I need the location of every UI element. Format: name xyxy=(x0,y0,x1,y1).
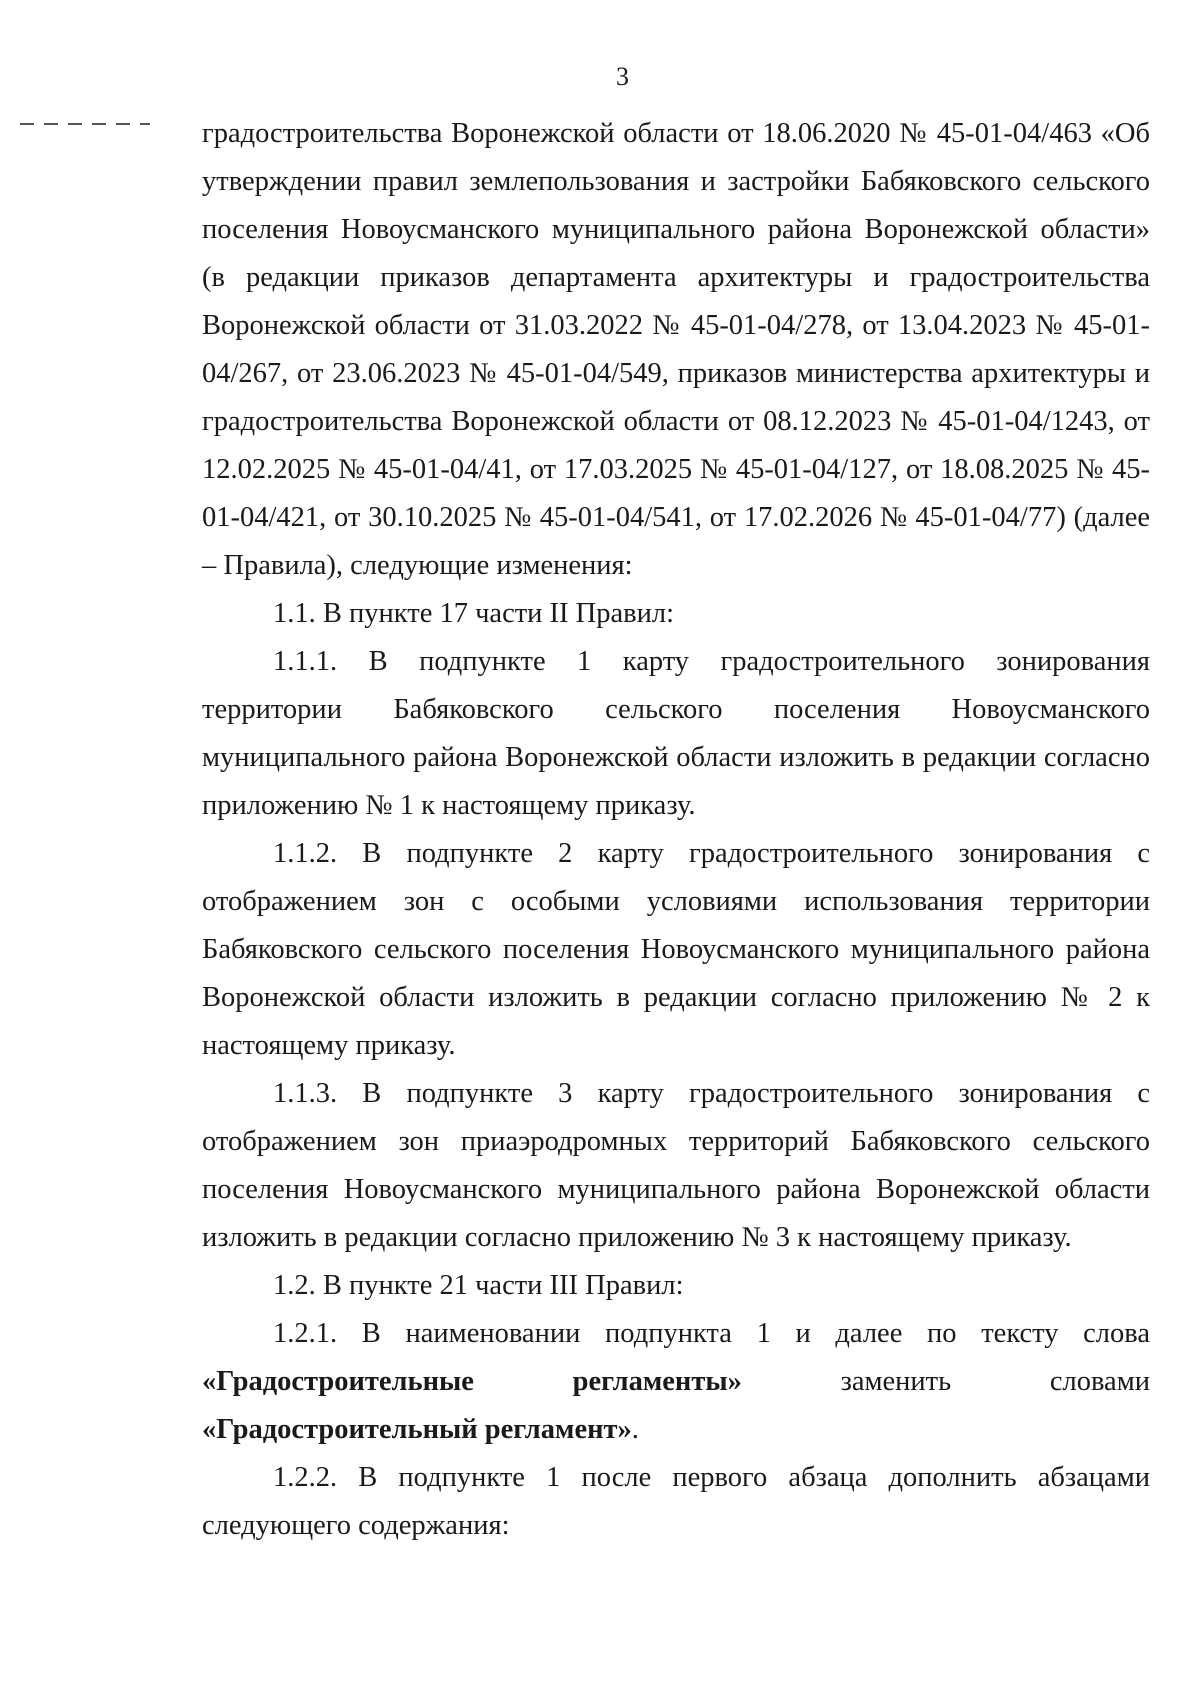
page-number: 3 xyxy=(616,62,629,91)
paragraph-1-2-1-middle: заменить словами xyxy=(741,1366,1150,1397)
paragraph-1-2-1-end: . xyxy=(631,1414,639,1445)
bold-phrase-new: «Градостроительный регламент» xyxy=(202,1414,632,1445)
paragraph-1-2-1 xyxy=(202,1310,1150,1454)
paragraph-1-2-1-lead: 1.2.1. В наименовании подпункта 1 и далее по тексту слова xyxy=(273,1318,1150,1349)
paragraph-1-2-2: 1.2.2. В подпункте 1 после первого абзаца дополнить абзацами следующего содержания: xyxy=(202,1462,1150,1541)
paragraph-1-1: 1.1. В пункте 17 части II Правил: xyxy=(273,598,674,629)
margin-mark xyxy=(20,123,150,125)
paragraph-1-1-3: 1.1.3. В подпункте 3 карту градостроительного зонирования с отображением зон приаэродромных территорий Бабяковского сельского поселения Новоусманского муниципального района Воронежской области изложить в редакции согласно приложению № 3 к настоящему приказу. xyxy=(202,1078,1150,1253)
paragraph-1-1-2: 1.1.2. В подпункте 2 карту градостроительного зонирования с отображением зон с особыми условиями использования территории Бабяковского сельского поселения Новоусманского муниципального района Воронежской области изложить в редакции согласно приложению № 2 к настоящему приказу. xyxy=(202,838,1150,1061)
paragraph-1-2: 1.2. В пункте 21 части III Правил: xyxy=(273,1270,684,1301)
bold-phrase-old: «Градостроительные регламенты» xyxy=(202,1366,742,1397)
paragraph-1-1-1: 1.1.1. В подпункте 1 карту градостроительного зонирования территории Бабяковского сельского поселения Новоусманского муниципального района Воронежской области изложить в редакции согласно приложению № 1 к настоящему приказу. xyxy=(202,646,1150,821)
document-body xyxy=(202,110,1150,1550)
paragraph-intro: градостроительства Воронежской области от 18.06.2020 № 45-01-04/463 «Об утверждении правил землепользования и застройки Бабяковского сельского поселения Новоусманского муниципального района Воронежской области» (в редакции приказов департамента архитектуры и градостроительства Воронежской области от 31.03.2022 № 45-01-04/278, от 13.04.2023 № 45-01-04/267, от 23.06.2023 № 45-01-04/549, приказов министерства архитектуры и градостроительства Воронежской области от 08.12.2023 № 45-01-04/1243, от 12.02.2025 № 45-01-04/41, от 17.03.2025 № 45-01-04/127, от 18.08.2025 № 45-01-04/421, от 30.10.2025 № 45-01-04/541, от 17.02.2026 № 45-01-04/77) (далее – Правила), следующие изменения: xyxy=(202,118,1150,581)
